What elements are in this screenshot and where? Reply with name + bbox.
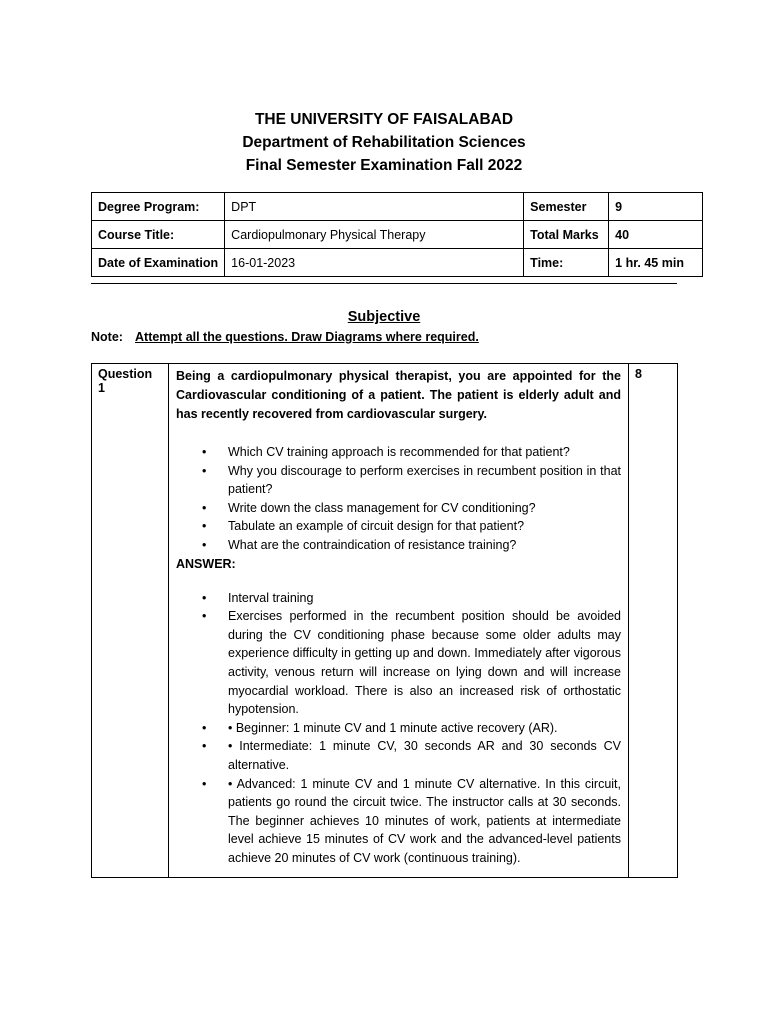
department-name: Department of Rehabilitation Sciences: [242, 134, 526, 151]
sub-question: • Why you discourage to perform exercises in recumbent position in that patient?: [228, 462, 621, 499]
sub-question: • Which CV training approach is recommended for that patient?: [228, 443, 621, 462]
exam-date-value: 16-01-2023: [225, 249, 524, 277]
sub-question: • What are the contraindication of resistance training?: [228, 536, 621, 555]
question-row: [92, 364, 678, 878]
info-row: [92, 193, 703, 221]
info-row: [92, 249, 703, 277]
course-title-label: Course Title:: [92, 221, 225, 249]
degree-program-value: DPT: [225, 193, 524, 221]
sub-question: • Write down the class management for CV conditioning?: [228, 499, 621, 518]
info-row: [92, 221, 703, 249]
answer-item: • • Advanced: 1 minute CV and 1 minute CV alternative. In this circuit, patients go round the circuit twice. The instructor calls at 30 seconds. The beginner achieves 10 minutes of work, patients at intermediate level achieve 15 minutes of CV work and the advanced-level patients achieve 20 minutes of CV work (continuous training).: [228, 775, 621, 868]
instructions-note: [91, 330, 479, 344]
total-marks-label: Total Marks: [524, 221, 609, 249]
course-title-value: Cardiopulmonary Physical Therapy: [225, 221, 524, 249]
question-number: Question 1: [92, 364, 169, 878]
section-title: Subjective: [347, 309, 421, 325]
semester-label: Semester: [524, 193, 609, 221]
question-content: [169, 364, 629, 878]
question-marks: 8: [629, 364, 678, 878]
university-name: THE UNIVERSITY OF FAISALABAD: [254, 111, 514, 128]
divider-line: [91, 283, 677, 284]
question-table: [91, 363, 678, 878]
answer-item: • • Intermediate: 1 minute CV, 30 seconds AR and 30 seconds CV alternative.: [228, 737, 621, 774]
answer-label: ANSWER:: [176, 556, 236, 571]
question-stem: Being a cardiopulmonary physical therapist, you are appointed for the Cardiovascular conditioning of a patient. The patient is elderly adult and has recently recovered from cardiovascular surgery.: [176, 369, 621, 421]
note-label: Note:: [91, 330, 123, 344]
sub-question-list: [176, 443, 621, 555]
exam-header: [0, 108, 768, 177]
semester-value: 9: [609, 193, 703, 221]
degree-program-label: Degree Program:: [92, 193, 225, 221]
time-label: Time:: [524, 249, 609, 277]
total-marks-value: 40: [609, 221, 703, 249]
answer-list: [176, 589, 621, 868]
answer-item: • Exercises performed in the recumbent position should be avoided during the CV conditioning phase because some older adults may experience difficulty in getting up and down. Immediately after vigorous activity, venous return will increase on lying down and will increase myocardial workload. There is also an increased risk of orthostatic hypotension.: [228, 607, 621, 719]
time-value: 1 hr. 45 min: [609, 249, 703, 277]
sub-question: • Tabulate an example of circuit design for that patient?: [228, 517, 621, 536]
exam-info-table: [91, 192, 703, 277]
exam-date-label: Date of Examination: [92, 249, 225, 277]
answer-item: • Interval training: [228, 589, 621, 608]
exam-title: Final Semester Examination Fall 2022: [245, 157, 523, 174]
note-text: Attempt all the questions. Draw Diagrams where required.: [135, 330, 479, 344]
answer-item: • • Beginner: 1 minute CV and 1 minute active recovery (AR).: [228, 719, 621, 738]
